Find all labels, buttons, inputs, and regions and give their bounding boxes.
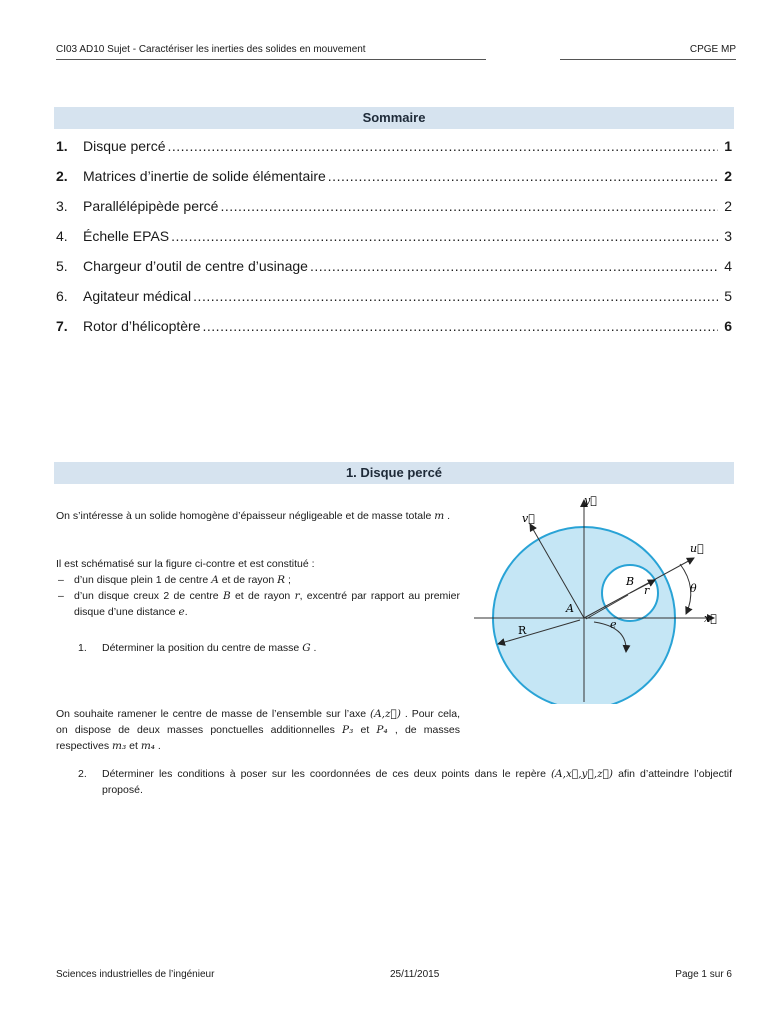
disk-figure [468,492,724,704]
toc-item-title: Rotor d’hélicoptère [83,318,201,334]
toc-item[interactable] [56,258,732,288]
ramener-paragraph: On souhaite ramener le centre de masse de l’ensemble sur l’axe (A,z⃗) . Pour cela, on dispose de deux masses ponctuelles additionnelles P₃ et P₄ , de masses respectives m₃ et m₄ . [56,708,460,752]
label-v: v⃗ [522,512,535,525]
toc-item-page: 4 [724,258,732,274]
toc-leader [193,288,718,304]
toc-item-page: 6 [724,318,732,334]
label-R: R [518,624,527,637]
section-1-title: 1. Disque percé [54,462,734,484]
toc-item[interactable] [56,198,732,228]
label-u: u⃗ [690,542,704,555]
toc-item-number: 7. [56,318,68,334]
label-B: B [626,575,635,588]
schema-intro: Il est schématisé sur la figure ci-contre et est constitué : [56,558,315,570]
toc-item-title: Disque percé [83,138,166,154]
list-item: – d’un disque creux 2 de centre B et de rayon r, excentré par rapport au premier disque d’une distance e. [58,590,460,618]
toc-item-number: 4. [56,228,68,244]
toc-item-number: 3. [56,198,68,214]
toc-leader [168,138,719,154]
toc-item[interactable] [56,318,732,348]
toc-item-title: Matrices d’inertie de solide élémentaire [83,168,326,184]
toc-leader [310,258,718,274]
header-class: CPGE MP [560,44,736,60]
toc-item-page: 2 [724,198,732,214]
toc-item[interactable] [56,288,732,318]
question-1: 1. Déterminer la position du centre de masse G . [78,642,317,654]
header-title: CI03 AD10 Sujet - Caractériser les inerties des solides en mouvement [56,44,486,60]
label-x: x⃗ [704,612,717,625]
toc-leader [220,198,718,214]
toc-item-number: 2. [56,168,68,184]
schema-paragraph [56,556,460,620]
question-2: 2. Déterminer les conditions à poser sur les coordonnées de ces deux points dans le repère (A,x⃗,y⃗,z⃗) afin d’atteindre l’objectif proposé. [78,768,733,796]
toc-item-page: 2 [724,168,732,184]
toc-leader [203,318,718,334]
toc-item[interactable] [56,138,732,168]
label-y: y⃗ [584,494,597,507]
toc-item-page: 3 [724,228,732,244]
label-A: A [566,602,574,615]
toc-leader [171,228,718,244]
label-r: r [644,584,650,597]
label-theta: θ [690,582,697,595]
label-e: e [610,618,617,631]
list-item: – d’un disque plein 1 de centre A et de rayon R ; [58,574,291,586]
intro-paragraph: On s’intéresse à un solide homogène d’épaisseur négligeable et de masse totale m . [56,510,451,522]
toc-item-number: 6. [56,288,68,304]
toc-item-number: 5. [56,258,68,274]
toc-item[interactable] [56,228,732,258]
footer-subject: Sciences industrielles de l’ingénieur [56,969,215,980]
sommaire-title: Sommaire [54,107,734,129]
footer-date: 25/11/2015 [390,969,440,980]
toc-item-title: Chargeur d’outil de centre d’usinage [83,258,308,274]
toc-item-title: Agitateur médical [83,288,192,304]
toc-item-number: 1. [56,138,68,154]
footer-page: Page 1 sur 6 [675,969,732,980]
toc-item-title: Parallélépipède percé [83,198,219,214]
toc-item[interactable] [56,168,732,198]
table-of-contents [56,138,732,348]
toc-leader [328,168,718,184]
toc-item-page: 5 [724,288,732,304]
toc-item-title: Échelle EPAS [83,228,170,244]
toc-item-page: 1 [724,138,732,154]
